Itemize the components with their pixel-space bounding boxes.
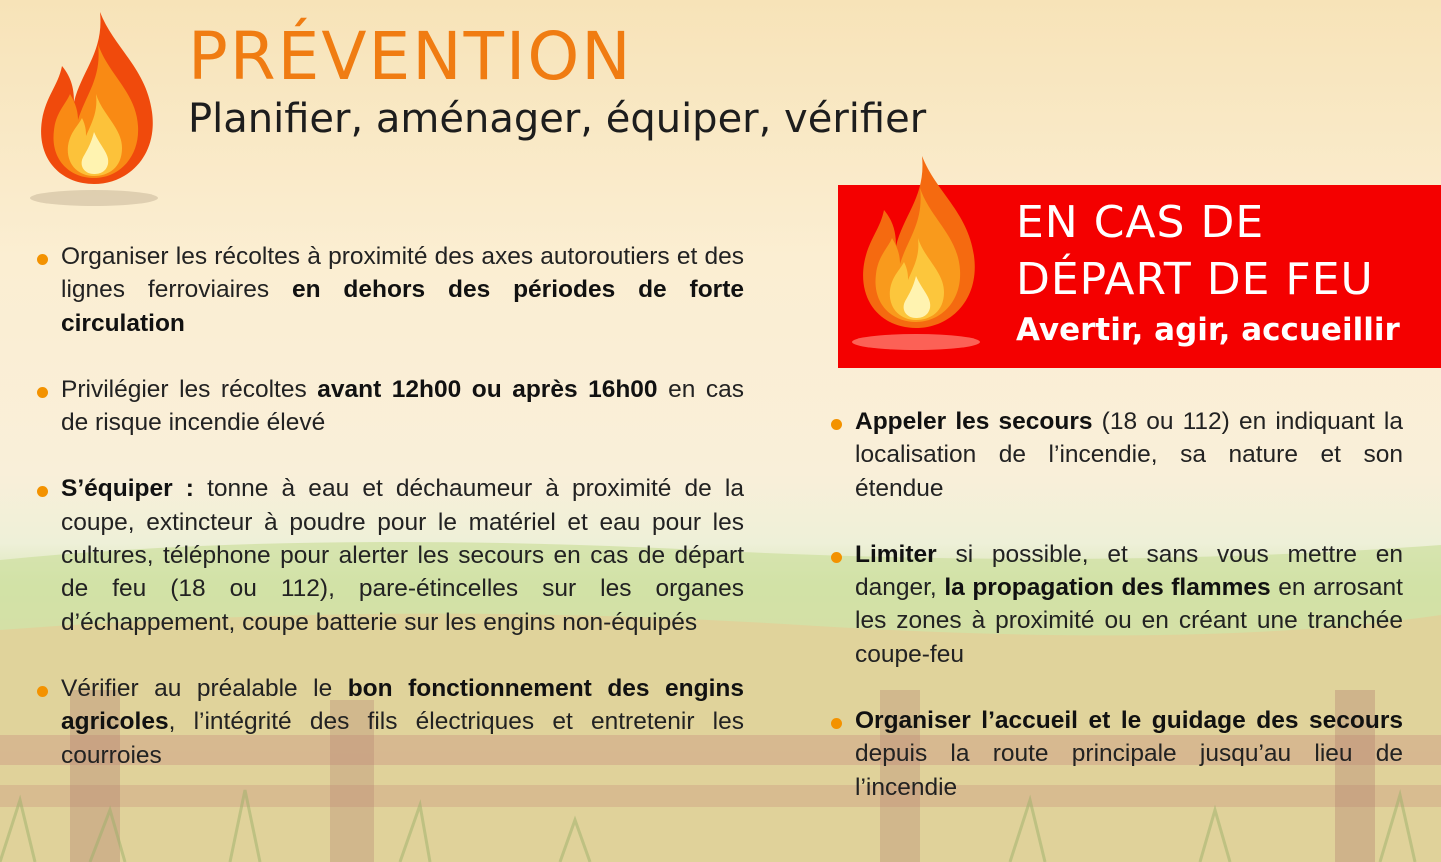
- emergency-title-line-2: DÉPART DE FEU: [1016, 254, 1374, 305]
- emergency-list: [827, 405, 1403, 804]
- list-item: Vérifier au préalable le bon fonctionnement des engins agricoles, l’intégrité des fils électriques et entretenir les courroies: [33, 672, 744, 772]
- list-item: Limiter si possible, et sans vous mettre en danger, la propagation des flammes en arrosant les zones à proximité ou en créant une tranchée coupe-feu: [827, 538, 1403, 671]
- list-item: S’équiper : tonne à eau et déchaumeur à proximité de la coupe, extincteur à poudre pour le matériel et eau pour les cultures, téléphone pour alerter les secours en cas de départ de feu (18 ou 112), pare-étincelles sur les organes d’échappement, coupe batterie sur les engins non-équipés: [33, 472, 744, 638]
- list-item: Appeler les secours (18 ou 112) en indiquant la localisation de l’incendie, sa nature et son étendue: [827, 405, 1403, 505]
- flame-icon: [850, 152, 986, 358]
- prevention-title: PRÉVENTION: [188, 18, 633, 95]
- list-item: Organiser les récoltes à proximité des axes autoroutiers et des lignes ferroviaires en dehors des périodes de forte circulation: [33, 240, 744, 340]
- emergency-subtitle: Avertir, agir, accueillir: [1016, 312, 1400, 348]
- list-item: Organiser l’accueil et le guidage des secours depuis la route principale jusqu’au lieu de l’incendie: [827, 704, 1403, 804]
- flame-icon: [28, 8, 164, 214]
- emergency-title-line-1: EN CAS DE: [1016, 197, 1265, 248]
- emergency-title: [1016, 194, 1374, 308]
- list-item: Privilégier les récoltes avant 12h00 ou après 16h00 en cas de risque incendie élevé: [33, 373, 744, 440]
- prevention-subtitle: Planifier, aménager, équiper, vérifier: [188, 96, 927, 142]
- prevention-list: [33, 240, 744, 772]
